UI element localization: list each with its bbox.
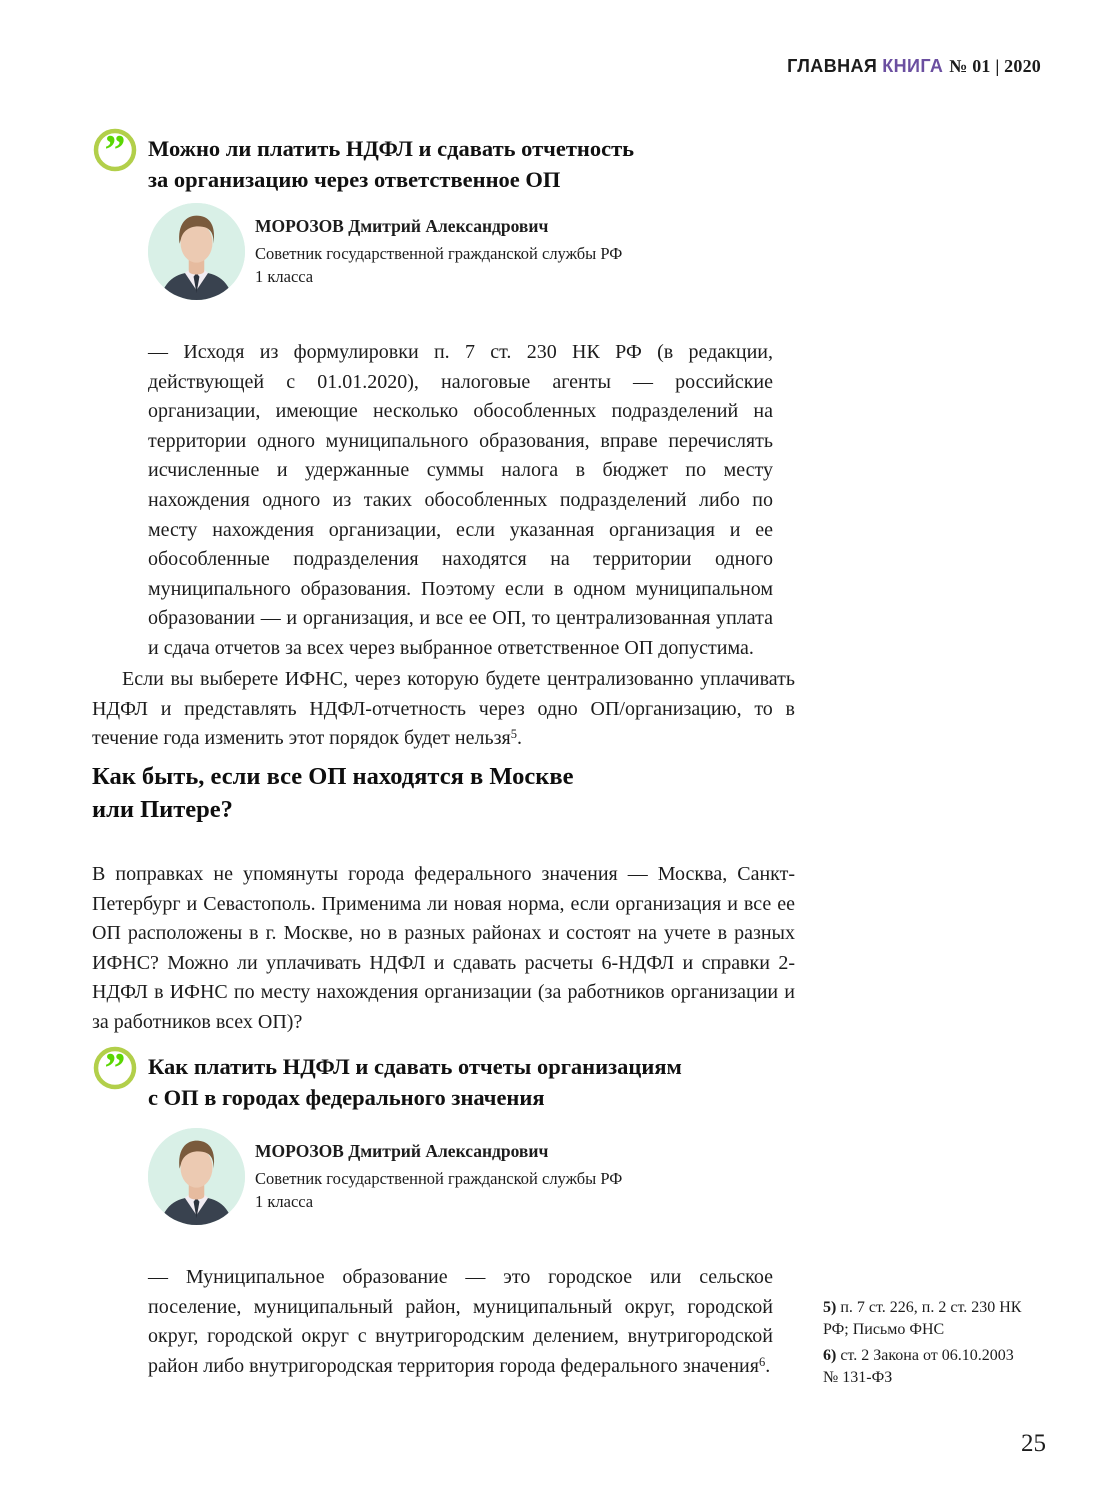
- footnote-6: [823, 1345, 1031, 1388]
- author-name: МОРОЗОВ Дмитрий Александрович: [255, 216, 549, 236]
- issue-label: № 01 | 2020: [949, 56, 1041, 76]
- svg-text:”: ”: [104, 1046, 126, 1090]
- author-title-line2: 1 класса: [255, 1192, 314, 1211]
- author-name: МОРОЗОВ Дмитрий Александрович: [255, 1141, 549, 1161]
- qa1-title: [148, 133, 788, 195]
- author-title-line2: 1 класса: [255, 267, 314, 286]
- quote-icon: [93, 1046, 137, 1090]
- svg-text:”: ”: [104, 128, 126, 172]
- qa2-title-line1: Как платить НДФЛ и сдавать отчеты организациям: [148, 1054, 682, 1079]
- footnote-5-text: п. 7 ст. 226, п. 2 ст. 230 НК РФ; Письмо ФНС: [823, 1299, 1022, 1338]
- ifns-paragraph-text: Если вы выберете ИФНС, через которую будете централизованно уплачивать НДФЛ и представлять НДФЛ-отчетность через одно ОП/организацию, то в течение года изменить этот порядок будет нельзя: [92, 668, 795, 750]
- quote-icon: [93, 128, 137, 172]
- author-title-line1: Советник государственной гражданской службы РФ: [255, 244, 623, 263]
- qa1-answer-paragraph: [148, 338, 773, 664]
- page-header: [787, 56, 1041, 77]
- page-number: 25: [1021, 1430, 1046, 1457]
- section-heading-line2: или Питере?: [92, 796, 233, 823]
- footnote-5-number: 5): [823, 1299, 837, 1316]
- ifns-paragraph: [92, 665, 795, 754]
- section-heading-line1: Как быть, если все ОП находятся в Москве: [92, 763, 574, 790]
- author-title-line1: Советник государственной гражданской службы РФ: [255, 1169, 623, 1188]
- footnote-5: [823, 1297, 1031, 1340]
- footnote-6-text: ст. 2 Закона от 06.10.2003 № 131-ФЗ: [823, 1347, 1014, 1386]
- qa2-answer-paragraph: [148, 1263, 773, 1381]
- margin-footnotes: [823, 1297, 1031, 1393]
- section-heading: [92, 760, 752, 826]
- qa1-title-line2: за организацию через ответственное ОП: [148, 167, 561, 192]
- author-info: [255, 1140, 705, 1213]
- sentence-period: .: [516, 727, 522, 750]
- author-block: [148, 1128, 708, 1228]
- sentence-period: .: [765, 1354, 771, 1377]
- author-block: [148, 203, 708, 303]
- section-intro-paragraph: [92, 860, 795, 1038]
- section-intro-text: В поправках не упомянуты города федерального значения — Москва, Санкт-Петербург и Севастополь. Применима ли новая норма, если организация и все ее ОП расположены в г. Москве, но в разных районах и состоят на учете в разных ИФНС? Можно ли уплачивать НДФЛ и сдавать расчеты 6-НДФЛ и справки 2-НДФЛ в ИФНС по месту нахождения организации (за работников организации и за работников всех ОП)?: [92, 863, 795, 1033]
- footnote-ref-6: 6: [758, 1354, 766, 1369]
- qa2-title: [148, 1051, 788, 1113]
- author-avatar: [148, 1128, 245, 1225]
- author-info: [255, 215, 705, 288]
- qa1-title-line1: Можно ли платить НДФЛ и сдавать отчетность: [148, 136, 635, 161]
- author-avatar: [148, 203, 245, 300]
- magazine-name: ГЛАВНАЯ: [787, 56, 878, 76]
- qa2-answer-text: — Муниципальное образование — это городское или сельское поселение, муниципальный район, муниципальный округ, городской округ, городской округ с внутригородским делением, внутригородской район либо внутригородская территория города федерального значения: [148, 1266, 773, 1377]
- qa1-answer-text: — Исходя из формулировки п. 7 ст. 230 НК РФ (в редакции, действующей с 01.01.2020), налоговые агенты — российские организации, имеющие несколько обособленных подразделений на территории одного муниципального образования, вправе перечислять исчисленные и удержанные суммы налога в бюджет по месту нахождения одного из таких обособленных подразделений либо по месту нахождения организации, если указанная организация и ее обособленные подразделения находятся на территории одного муниципального образования. Поэтому если в одном муниципальном образовании — и организация, и все ее ОП, то централизованная уплата и сдача отчетов за всех через выбранное ответственное ОП допустима.: [148, 341, 773, 659]
- qa2-title-line2: с ОП в городах федерального значения: [148, 1085, 545, 1110]
- footnote-6-number: 6): [823, 1347, 837, 1364]
- magazine-name-accent: КНИГА: [882, 56, 944, 76]
- footnote-ref-5: 5: [510, 727, 517, 742]
